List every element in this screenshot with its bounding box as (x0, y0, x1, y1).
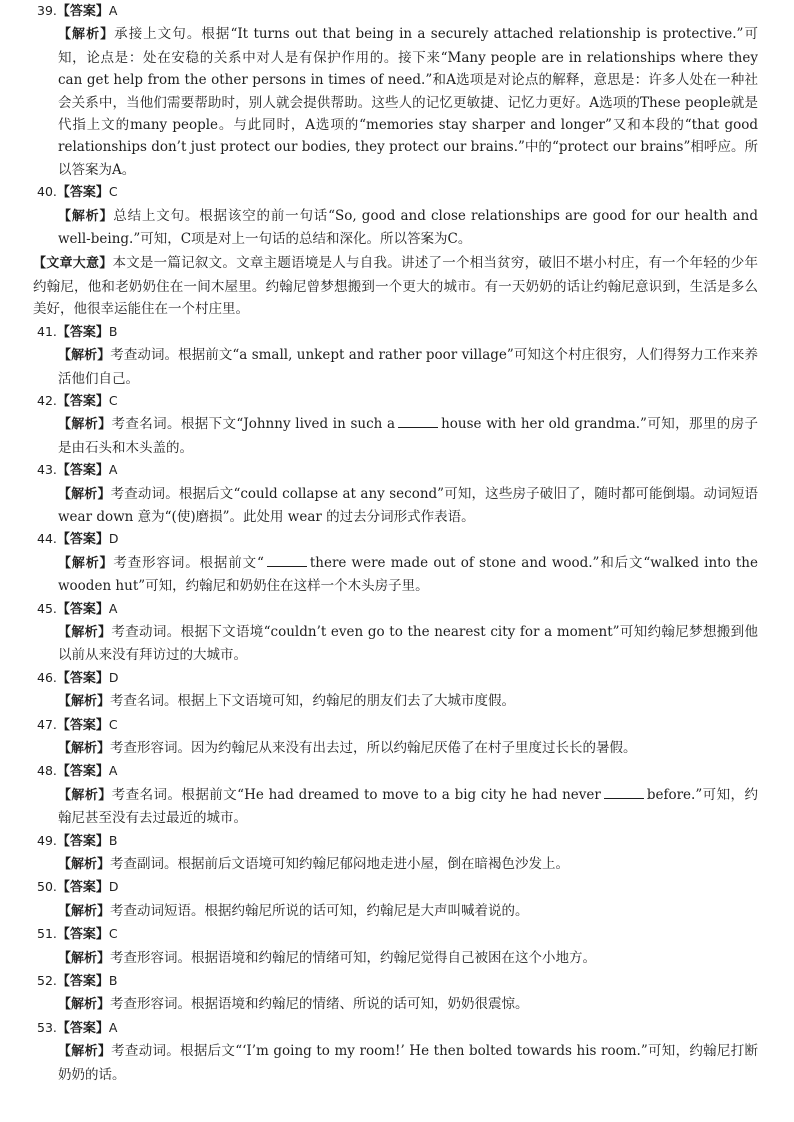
blank-line (604, 786, 644, 799)
answer-line (0, 923, 794, 946)
answer-value: C (108, 184, 118, 200)
blank-line (267, 554, 307, 567)
blank-line (398, 415, 438, 428)
answer-label: 【答案】 (56, 4, 109, 19)
analysis-text-before-blank: 考查形容词。根据前文“ (113, 554, 264, 571)
answer-item (0, 181, 794, 250)
analysis-text: 考查动词。根据后文“could collapse at any second”可知，这些房子破旧了，随时都可能倒塌。动词短语 wear down 意为“(使)磨损”。此处用 wear 的过去分词形式作表语。 (58, 485, 758, 525)
answer-item (0, 598, 794, 667)
answer-item (0, 1017, 794, 1086)
analysis-label: 【解析】 (58, 950, 111, 966)
question-number: 43. (37, 462, 57, 478)
analysis-label: 【解析】 (58, 348, 111, 364)
analysis-text: 考查副词。根据前后文语境可知约翰尼郁闷地走进小屋，倒在暗褐色沙发上。 (110, 856, 570, 873)
answer-line (0, 760, 794, 783)
answer-line (0, 667, 794, 690)
analysis-label: 【解析】 (58, 741, 111, 756)
answer-label: 【答案】 (56, 324, 109, 340)
answer-value: C (108, 926, 118, 942)
answer-item (0, 830, 794, 877)
answer-label: 【答案】 (56, 393, 109, 409)
answer-item (0, 760, 794, 829)
analysis-paragraph (0, 784, 794, 830)
analysis-paragraph (0, 947, 794, 970)
answer-line (0, 181, 794, 204)
analysis-label: 【解析】 (58, 208, 114, 224)
analysis-text-before-blank: 考查名词。根据前文“He had dreamed to move to a big city he had never (111, 786, 601, 803)
answer-value: A (108, 462, 118, 478)
analysis-paragraph (0, 413, 794, 459)
answer-line (0, 321, 794, 344)
question-number: 45. (37, 600, 57, 616)
answer-line (0, 970, 794, 993)
answer-line (0, 598, 794, 621)
answer-item (0, 528, 794, 597)
question-number: 44. (37, 531, 57, 547)
analysis-text: 考查形容词。根据语境和约翰尼的情绪、所说的话可知，奶奶很震惊。 (110, 996, 529, 1013)
analysis-label: 【解析】 (58, 903, 111, 919)
analysis-paragraph (0, 737, 794, 760)
answer-item (0, 714, 794, 761)
analysis-paragraph (0, 993, 794, 1016)
analysis-paragraph (0, 483, 794, 529)
answer-line (0, 528, 794, 551)
answer-line (0, 1017, 794, 1040)
answer-item (0, 390, 794, 459)
passage-summary (0, 252, 794, 320)
answer-value: B (108, 323, 118, 339)
analysis-text: 考查名词。根据上下文语境可知，约翰尼的朋友们去了大城市度假。 (110, 693, 516, 710)
answer-line (0, 876, 794, 899)
analysis-text-before-blank: 考查名词。根据下文“Johnny lived in such a (111, 416, 396, 433)
answer-value: A (108, 3, 118, 18)
answer-label: 【答案】 (56, 974, 109, 990)
analysis-paragraph (0, 1040, 794, 1086)
answer-item (0, 970, 794, 1017)
answer-line (0, 714, 794, 737)
analysis-paragraph (0, 23, 794, 181)
question-number: 52. (37, 973, 57, 989)
analysis-text: 考查动词短语。根据约翰尼所说的话可知，约翰尼是大声叫喊着说的。 (110, 902, 529, 919)
analysis-label: 【解析】 (58, 27, 115, 43)
analysis-paragraph (0, 900, 794, 923)
analysis-paragraph (0, 853, 794, 876)
answer-label: 【答案】 (56, 670, 109, 686)
answer-list-part-2 (0, 321, 794, 1086)
analysis-label: 【解析】 (58, 787, 112, 803)
answer-item (0, 321, 794, 390)
answer-value: D (108, 669, 119, 685)
analysis-paragraph (0, 690, 794, 713)
answer-value: A (108, 600, 118, 616)
answer-label: 【答案】 (56, 764, 109, 780)
answer-item (0, 667, 794, 714)
answer-item (0, 876, 794, 923)
answer-label: 【答案】 (56, 833, 109, 849)
answer-item (0, 923, 794, 970)
answer-label: 【答案】 (56, 532, 109, 548)
analysis-text: 考查动词。根据后文“‘I’m going to my room!’ He then bolted towards his room.”可知，约翰尼打断奶奶的话。 (58, 1043, 758, 1083)
answer-label: 【答案】 (56, 185, 109, 201)
answer-value: B (108, 973, 118, 989)
analysis-text: 承接上文句。根据“It turns out that being in a securely attached relationship is protective.”可知，论点是：处在安稳的关系中对人是有保护作用的。接下来“Many people are in relationships where they can get help from the other persons in times of need.”和A选项是对论点的解释，意思是：许多人处在一种社会关系中，当他们需要帮助时，别人就会提供帮助。这些人的记忆更敏捷、记忆力更好。A选项的These people就是代指上文的many people。与此同时，A选项的“memories stay sharper and longer”又和本段的“that good relationships don’t just protect our bodies, they protect our brains.”中的“protect our brains”相呼应。所以答案为A。 (58, 26, 758, 178)
analysis-label: 【解析】 (58, 1044, 112, 1060)
answer-value: C (108, 392, 118, 408)
answer-line (0, 0, 794, 23)
summary-text: 本文是一篇记叙文。文章主题语境是人与自我。讲述了一个相当贫穷，破旧不堪小村庄，有一个年轻的少年约翰尼，他和老奶奶住在一间木屋里。约翰尼曾梦想搬到一个更大的城市。有一天奶奶的话让约翰尼意识到，生活是多么美好，他很幸运能住在一个村庄里。 (33, 255, 758, 318)
answer-list-part-1 (0, 0, 794, 250)
analysis-label: 【解析】 (58, 997, 111, 1013)
answer-line (0, 459, 794, 482)
analysis-paragraph (0, 552, 794, 598)
question-number: 40. (37, 184, 57, 200)
answer-line (0, 830, 794, 853)
question-number: 42. (37, 392, 57, 408)
analysis-paragraph (0, 621, 794, 667)
analysis-paragraph (0, 205, 794, 251)
answer-value: A (108, 1019, 118, 1035)
answer-value: D (108, 879, 119, 895)
analysis-text: 考查形容词。因为约翰尼从来没有出去过，所以约翰尼厌倦了在村子里度过长长的暑假。 (110, 740, 637, 756)
question-number: 53. (37, 1019, 57, 1035)
analysis-text-after-blank: house with her old grandma.”可知，那里的房子是由石头和木头盖的。 (58, 416, 758, 456)
analysis-text: 考查形容词。根据语境和约翰尼的情绪可知，约翰尼觉得自己被困在这个小地方。 (110, 949, 597, 966)
analysis-text-after-blank: before.”可知，约翰尼甚至没有去过最近的城市。 (58, 786, 758, 827)
question-number: 39. (37, 3, 57, 18)
question-number: 46. (37, 669, 57, 685)
analysis-text: 考查动词。根据下文语境“couldn’t even go to the nearest city for a moment”可知约翰尼梦想搬到他以前从来没有拜访过的大城市。 (58, 623, 758, 664)
question-number: 51. (37, 926, 57, 942)
answer-label: 【答案】 (56, 880, 109, 896)
answer-label: 【答案】 (56, 927, 109, 943)
answer-value: A (108, 763, 118, 779)
question-number: 50. (37, 879, 57, 895)
question-number: 41. (37, 323, 57, 339)
analysis-label: 【解析】 (58, 417, 112, 433)
answer-label: 【答案】 (56, 601, 109, 617)
answer-value: C (108, 716, 118, 732)
analysis-paragraph (0, 344, 794, 390)
answer-label: 【答案】 (56, 717, 109, 733)
question-number: 47. (37, 716, 57, 732)
analysis-text-after-blank: there were made out of stone and wood.”和后文“walked into the wooden hut”可知，约翰尼和奶奶住在这样一个木头房子里。 (58, 554, 758, 595)
question-number: 48. (37, 763, 57, 779)
summary-label: 【文章大意】 (33, 256, 113, 272)
analysis-label: 【解析】 (58, 624, 112, 640)
analysis-label: 【解析】 (58, 694, 111, 710)
answer-item (0, 459, 794, 528)
answer-line (0, 390, 794, 413)
analysis-label: 【解析】 (58, 486, 111, 502)
answer-label: 【答案】 (56, 463, 109, 479)
answer-item (0, 0, 794, 181)
answer-label: 【答案】 (56, 1020, 109, 1036)
analysis-text: 总结上文句。根据该空的前一句话“So, good and close relationships are good for our health and well-being.”可知，C项是对上一句话的总结和深化。所以答案为C。 (58, 207, 758, 248)
analysis-label: 【解析】 (58, 555, 114, 571)
analysis-label: 【解析】 (58, 857, 111, 873)
question-number: 49. (37, 832, 57, 848)
answer-value: D (108, 531, 119, 547)
analysis-text: 考查动词。根据前文“a small, unkept and rather poor village”可知这个村庄很穷，人们得努力工作来养活他们自己。 (58, 347, 758, 387)
answer-value: B (108, 832, 118, 848)
